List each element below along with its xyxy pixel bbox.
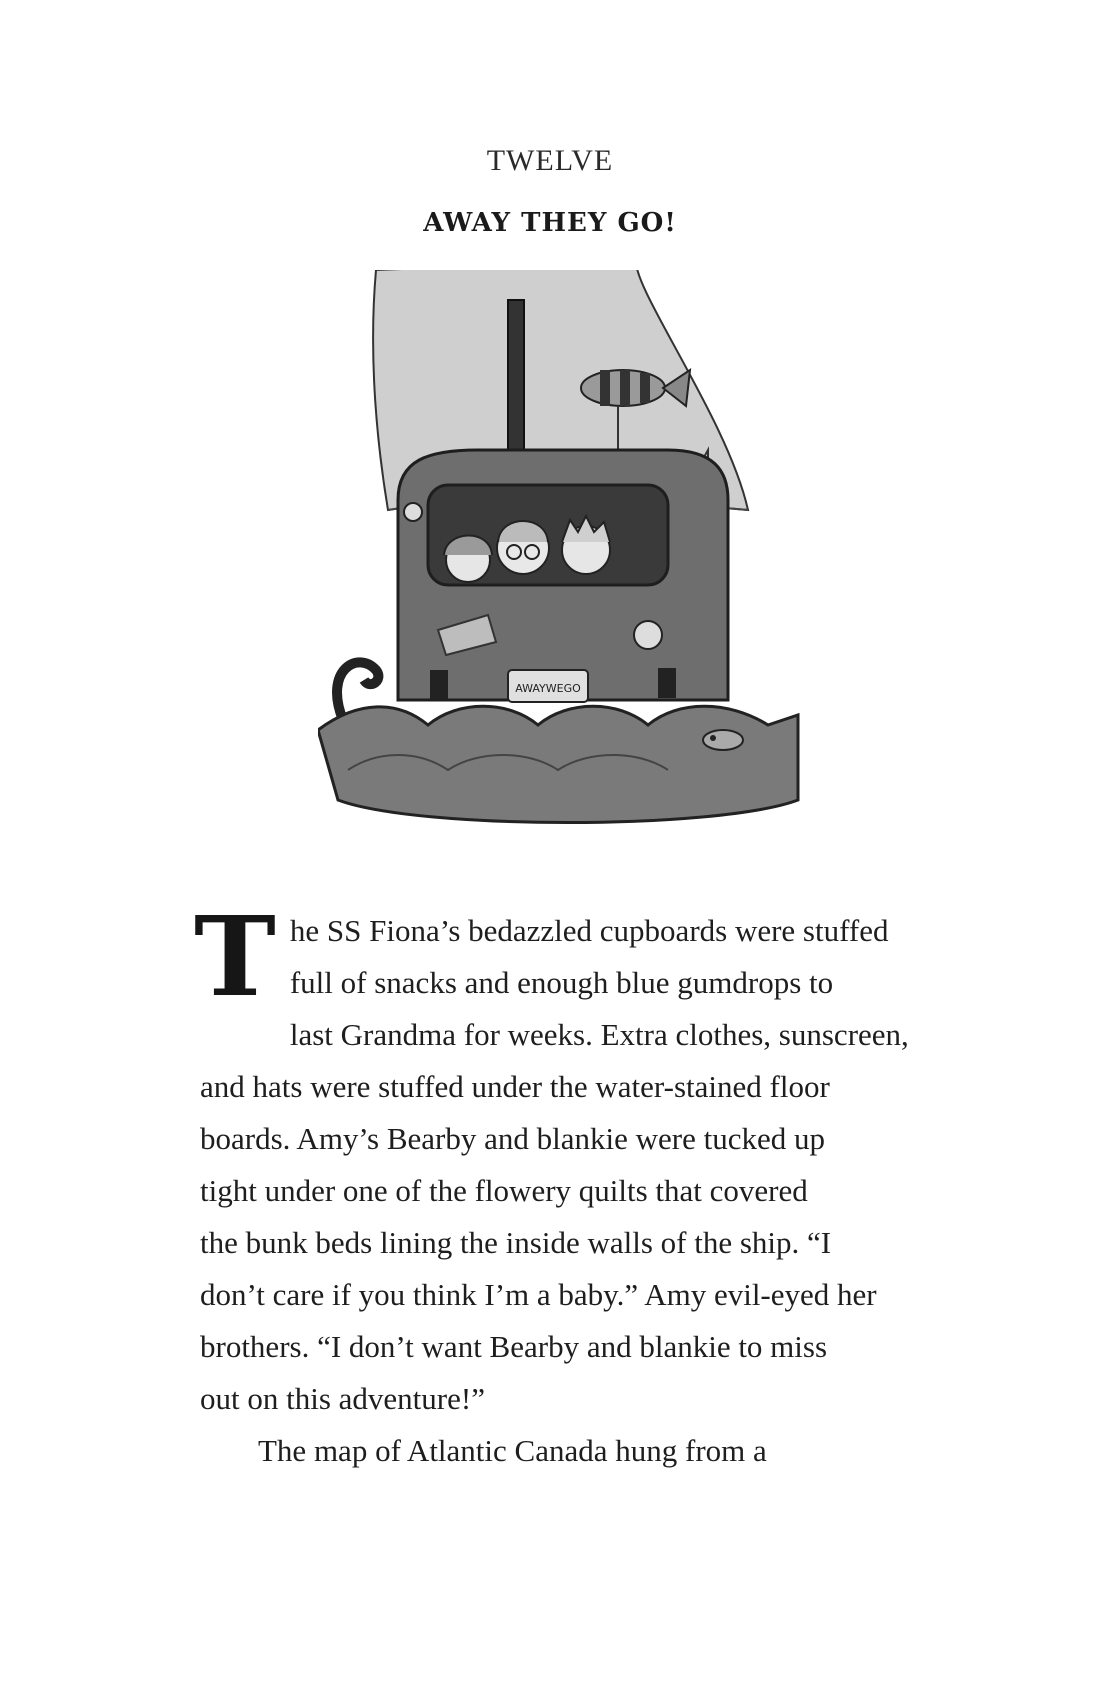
van-ship-illustration <box>318 270 818 870</box>
text-line: full of snacks and enough blue gumdrops to <box>289 965 834 1000</box>
waves <box>318 706 798 822</box>
text-line: brothers. “I don’t want Bearby and blankie to miss <box>200 1329 828 1364</box>
text-line: and hats were stuffed under the water-stained floor <box>200 1069 830 1104</box>
chapter-title: AWAY THEY GO! <box>423 208 677 238</box>
text-line: last Grandma for weeks. Extra clothes, sunscreen, <box>289 1017 909 1052</box>
license-plate-text: AWAYWEGO <box>515 682 581 695</box>
text-line: tight under one of the flowery quilts that covered <box>200 1173 808 1208</box>
drop-cap: T <box>194 892 276 1021</box>
paragraph-1 <box>194 892 920 1425</box>
text-line: boards. Amy’s Bearby and blankie were tucked up <box>200 1121 825 1156</box>
fish-icon <box>703 730 743 750</box>
text-line: don’t care if you think I’m a baby.” Amy evil-eyed her <box>200 1277 877 1312</box>
text-line: the bunk beds lining the inside walls of the ship. “I <box>200 1225 832 1260</box>
peace-sticker-icon <box>634 621 662 649</box>
mast <box>508 300 524 460</box>
paragraph-2: The map of Atlantic Canada hung from a <box>258 1433 767 1468</box>
text-line: out on this adventure!” <box>200 1381 485 1416</box>
body-text <box>194 892 920 1477</box>
chapter-number: TWELVE <box>486 144 614 177</box>
text-line: he SS Fiona’s bedazzled cupboards were stuffed <box>289 913 889 948</box>
